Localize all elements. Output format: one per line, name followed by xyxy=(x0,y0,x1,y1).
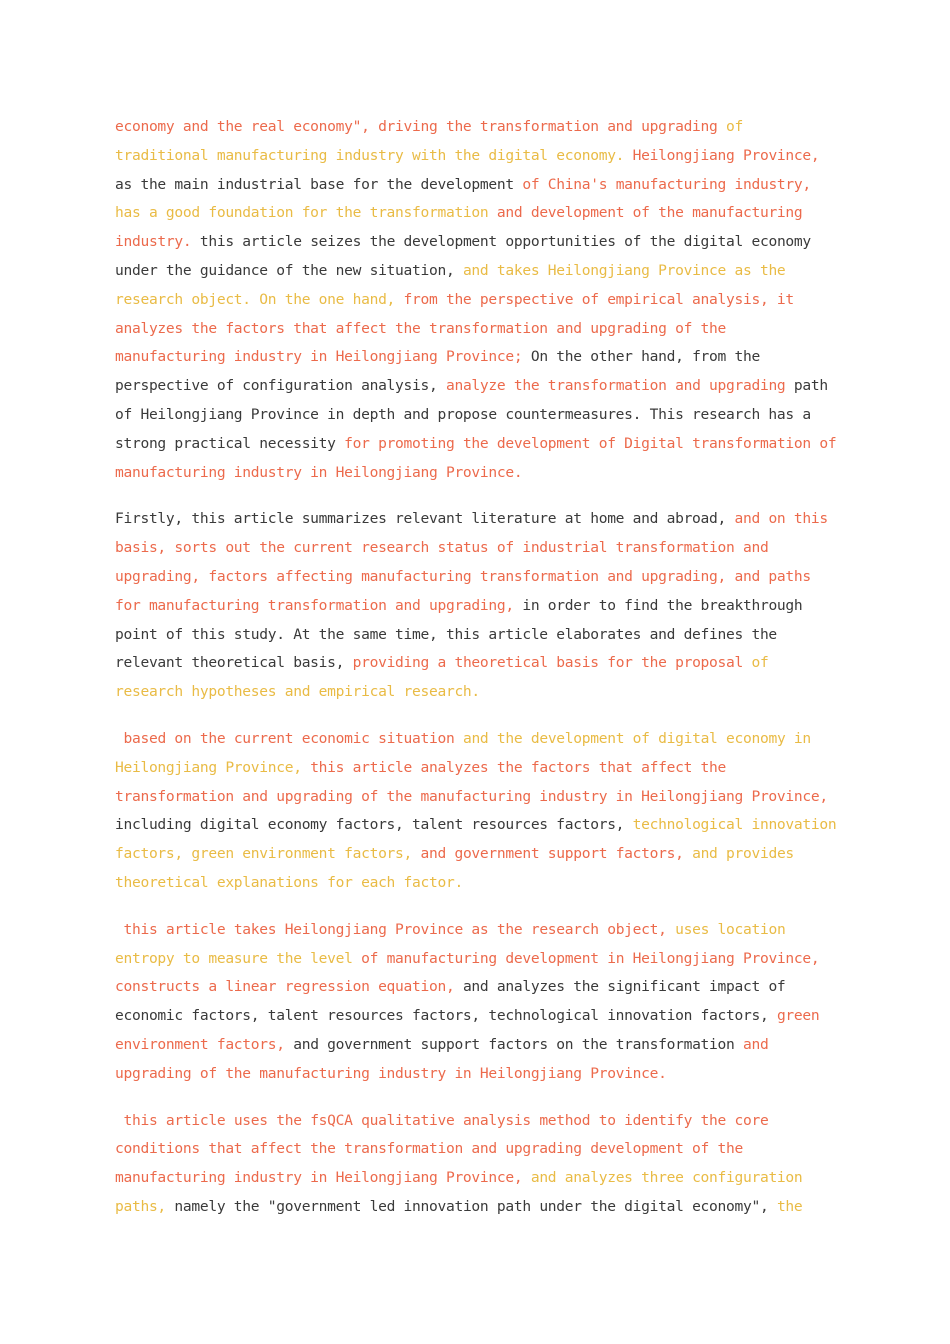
text-segment: of research hypotheses and empirical research. xyxy=(115,654,777,701)
text-segment: in order to find the breakthrough point of this study. At the same time, this article elaborates and defines the relevant theoretical basis, xyxy=(115,596,811,672)
text-segment: technological innovation factors, green environment factors, xyxy=(115,816,845,863)
text-segment: namely the "government led innovation path under the digital economy", xyxy=(165,1197,777,1215)
text-segment: analyze the transformation and upgrading xyxy=(445,377,786,395)
text-segment: and analyzes three configuration paths, xyxy=(115,1169,811,1215)
text-segment: of China's manufacturing industry, xyxy=(522,175,820,193)
text-segment: this article analyzes the factors that affect the transformation and upgrading of the manufacturing industry in Heilongjiang Province, xyxy=(115,758,828,805)
text-segment: this article uses the fsQCA qualitative analysis method to identify the core conditions that affect the transformation and upgrading development of the manufacturing industry in Heilongjiang Province, xyxy=(115,1111,777,1187)
text-segment: providing a theoretical basis for the proposal xyxy=(352,654,752,672)
paragraph xyxy=(115,1107,843,1222)
text-segment: and government support factors on the transformation xyxy=(284,1035,743,1053)
paragraph xyxy=(115,505,843,707)
text-segment: has a good foundation for the transformation xyxy=(115,204,497,222)
text-segment: of traditional manufacturing industry with the digital economy. xyxy=(115,118,752,164)
text-segment: and development of the manufacturing industry. xyxy=(115,204,811,251)
text-segment: and upgrading of the manufacturing industry in Heilongjiang Province. xyxy=(115,1035,777,1082)
text-segment: Firstly, this article summarizes relevant literature at home and abroad, xyxy=(115,510,735,528)
text-segment: and takes Heilongjiang Province as the research object. On the one hand, xyxy=(115,261,794,308)
paragraph xyxy=(115,113,843,487)
text-segment: and analyzes the significant impact of economic factors, talent resources factors, technological innovation factors, xyxy=(115,978,794,1025)
text-segment: for promoting the development of Digital transformation of manufacturing industry in Heilongjiang Province. xyxy=(115,434,845,481)
text-segment: and on this basis, sorts out the current research status of industrial transformation and upgrading, factors affecting manufacturing transformation and upgrading, and paths for manufacturing transformation and upgrading, xyxy=(115,510,837,614)
text-segment: path of Heilongjiang Province in depth and propose countermeasures. This research has a strong practical necessity xyxy=(115,377,837,452)
text-segment: Heilongjiang Province, xyxy=(632,146,820,164)
text-segment: green environment factors, xyxy=(115,1007,828,1053)
text-segment: including digital economy factors, talent resources factors, xyxy=(115,787,837,834)
text-segment: and the development of digital economy in Heilongjiang Province, xyxy=(115,729,820,776)
text-segment: as the main industrial base for the development xyxy=(115,146,828,193)
text-segment: On the other hand, from the perspective of configuration analysis, xyxy=(115,348,769,395)
text-segment: from the perspective of empirical analysis, it analyzes the factors that affect the transformation and upgrading of the manufacturing industry in Heilongjiang Province; xyxy=(115,290,803,366)
document-body xyxy=(115,113,843,1240)
text-segment: of manufacturing development in Heilongjiang Province, constructs a linear regression equation, xyxy=(115,949,828,996)
paragraph xyxy=(115,725,843,898)
paragraph xyxy=(115,916,843,1089)
text-segment: economy and the real economy", driving the transformation and upgrading xyxy=(115,118,727,135)
text-segment: based on the current economic situation xyxy=(115,729,463,747)
text-segment: this article seizes the development opportunities of the digital economy under the guidance of the new situation, xyxy=(115,233,820,279)
text-segment: and provides theoretical explanations for each factor. xyxy=(115,845,803,891)
text-segment: this article takes Heilongjiang Province as the research object, xyxy=(115,920,676,938)
text-segment: the xyxy=(776,1197,803,1215)
text-segment: uses location entropy to measure the level xyxy=(115,920,794,967)
text-segment: and government support factors, xyxy=(420,845,693,863)
